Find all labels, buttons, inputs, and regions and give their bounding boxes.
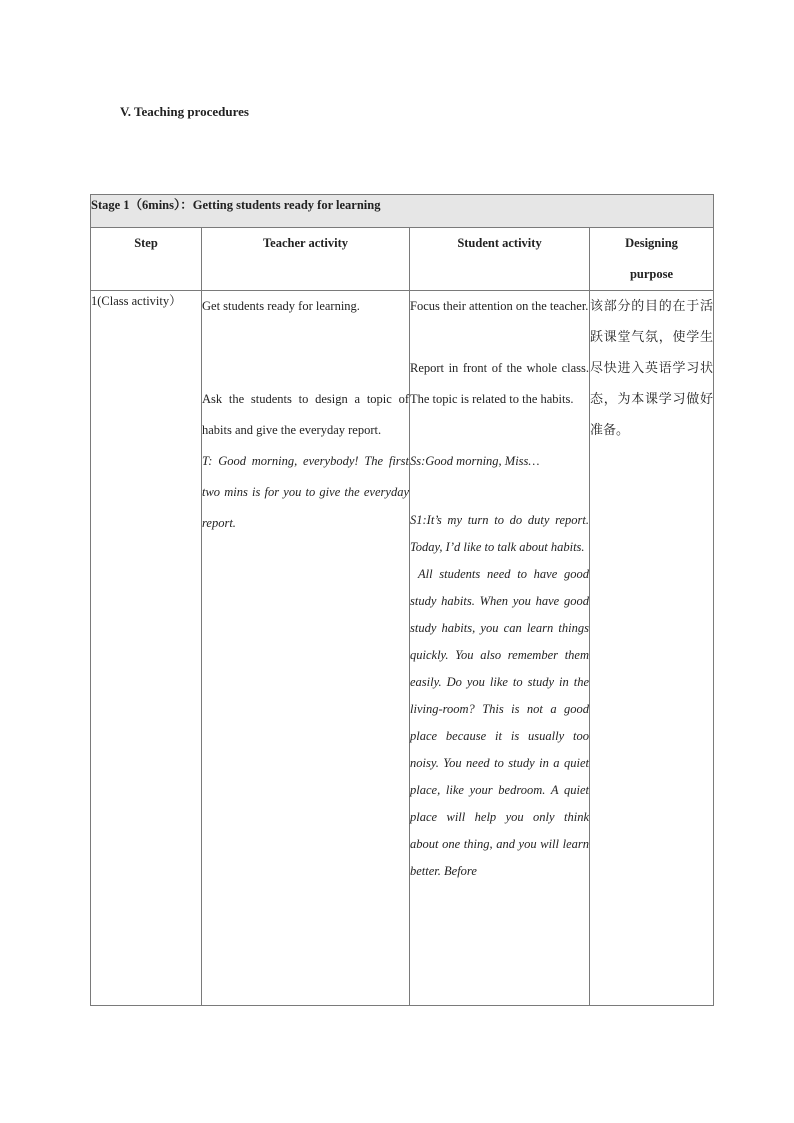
teacher-activity-cell xyxy=(202,291,410,1006)
student-line-2: Report in front of the whole class. The topic is related to the habits. xyxy=(410,361,589,406)
header-designing-purpose xyxy=(590,228,714,291)
header-purpose-text: Designing purpose xyxy=(625,236,678,281)
procedure-table xyxy=(90,194,714,1006)
teacher-line-2: Ask the students to design a topic of habits and give the everyday report. xyxy=(202,392,409,437)
header-step: Step xyxy=(91,228,202,291)
student-line-1: Focus their attention on the teacher. xyxy=(410,299,589,313)
section-heading: V. Teaching procedures xyxy=(120,104,249,119)
step-cell: 1(Class activity） xyxy=(91,291,202,1006)
header-row xyxy=(91,228,714,291)
stage-row xyxy=(91,195,714,228)
teacher-line-1: Get students ready for learning. xyxy=(202,299,360,313)
stage-title: Stage 1（6mins）：Getting students ready for learning xyxy=(91,195,714,228)
student-line-4: S1:It’s my turn to do duty report. Today, I’d like to talk about habits. xyxy=(410,513,589,554)
table-row xyxy=(91,291,714,1006)
header-teacher-activity: Teacher activity xyxy=(202,228,410,291)
teacher-line-3: T: Good morning, everybody! The first two mins is for you to give the everyday report. xyxy=(202,454,409,530)
header-student-activity: Student activity xyxy=(410,228,590,291)
designing-purpose-cell: 该部分的目的在于活跃课堂气氛，使学生尽快进入英语学习状态，为本课学习做好准备。 xyxy=(590,291,714,1006)
student-line-5: All students need to have good study habits. When you have good study habits, you can learn things quickly. You also remember them easily. Do you like to study in the living-room? This is not a good place because it is usually too noisy. You need to study in a quiet place, like your bedroom. A quiet place will help you only think about one thing, and you will learn better. Before xyxy=(410,567,589,878)
student-line-3: Ss:Good morning, Miss… xyxy=(410,454,540,468)
student-activity-cell xyxy=(410,291,590,1006)
